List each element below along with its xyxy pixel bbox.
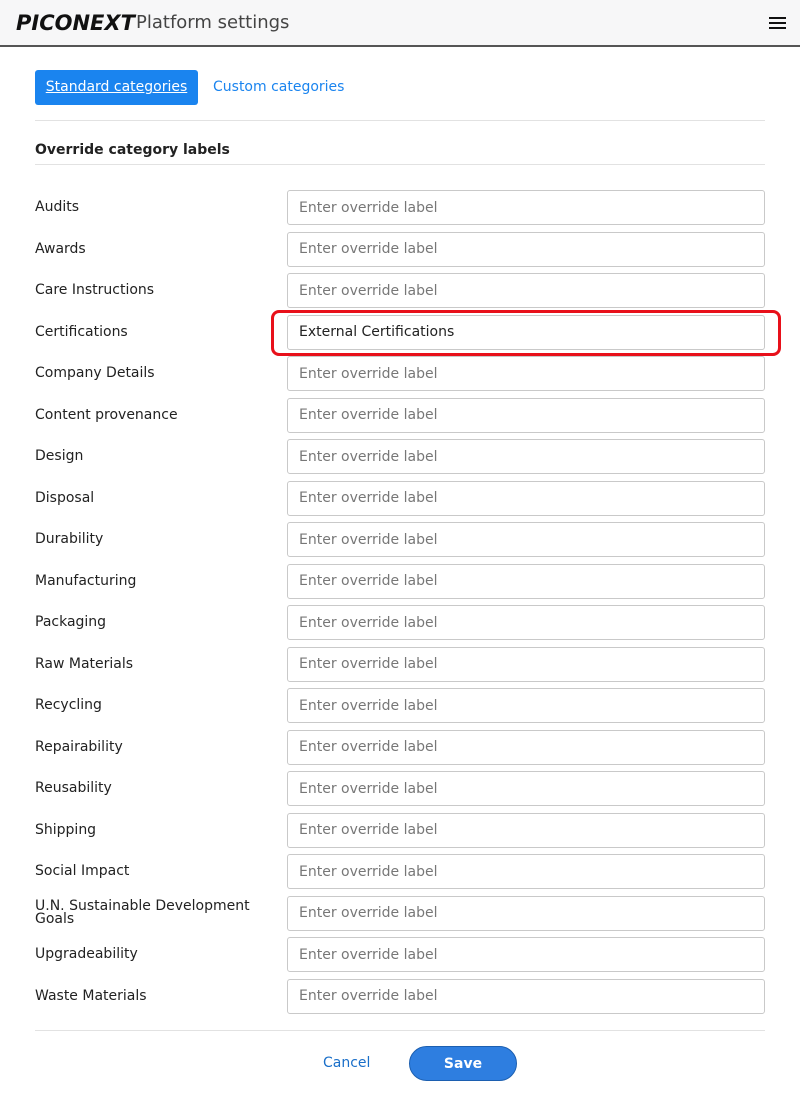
override-label-input[interactable] xyxy=(287,232,765,267)
tab-custom-categories[interactable]: Custom categories xyxy=(213,79,345,95)
override-label-input[interactable] xyxy=(287,979,765,1014)
override-label-input[interactable] xyxy=(287,522,765,557)
override-label-input[interactable] xyxy=(287,564,765,599)
section-title: Override category labels xyxy=(35,142,230,158)
category-row xyxy=(0,481,800,517)
category-row xyxy=(0,190,800,226)
category-label: Durability xyxy=(35,531,104,547)
category-label: Awards xyxy=(35,240,86,257)
override-label-input[interactable] xyxy=(287,439,765,474)
category-row xyxy=(0,439,800,475)
category-label: Company Details xyxy=(35,365,155,381)
menu-bar xyxy=(769,17,786,19)
override-label-input[interactable] xyxy=(287,896,765,931)
override-label-input[interactable] xyxy=(287,813,765,848)
cancel-button[interactable]: Cancel xyxy=(323,1055,371,1071)
category-label: Care Instructions xyxy=(35,282,155,298)
category-label: Certifications xyxy=(35,323,128,340)
category-label: Audits xyxy=(35,199,80,215)
category-label: Design xyxy=(35,448,84,464)
category-row xyxy=(0,979,800,1015)
category-row xyxy=(0,854,800,890)
category-row xyxy=(0,522,800,558)
menu-bar xyxy=(769,22,786,24)
category-row xyxy=(0,937,800,973)
category-label: Content provenance xyxy=(35,406,178,423)
category-label: U.N. Sustainable Development Goals xyxy=(35,898,250,927)
category-label: Social Impact xyxy=(35,863,130,879)
category-row xyxy=(0,896,800,932)
category-row xyxy=(0,315,800,351)
tab-standard-categories[interactable]: Standard categories xyxy=(35,70,198,105)
override-label-input[interactable] xyxy=(287,315,765,350)
category-label: Upgradeability xyxy=(35,946,138,962)
app-header xyxy=(0,0,800,47)
override-label-input[interactable] xyxy=(287,854,765,889)
category-label: Manufacturing xyxy=(35,572,137,589)
footer-divider xyxy=(35,1030,765,1031)
category-label: Packaging xyxy=(35,614,107,630)
override-label-input[interactable] xyxy=(287,356,765,391)
piconext-logo: PICONEXT xyxy=(16,11,135,35)
override-label-input[interactable] xyxy=(287,688,765,723)
category-row xyxy=(0,564,800,600)
menu-bar xyxy=(769,27,786,29)
category-row xyxy=(0,771,800,807)
save-button[interactable]: Save xyxy=(409,1046,517,1081)
category-row xyxy=(0,398,800,434)
category-label: Disposal xyxy=(35,489,95,506)
tabs-divider xyxy=(35,120,765,121)
hamburger-menu-icon[interactable] xyxy=(769,16,786,30)
override-label-input[interactable] xyxy=(287,481,765,516)
category-label: Waste Materials xyxy=(35,987,147,1004)
category-row xyxy=(0,605,800,641)
category-row xyxy=(0,232,800,268)
override-label-input[interactable] xyxy=(287,730,765,765)
page-title: Platform settings xyxy=(136,12,290,33)
category-label: Recycling xyxy=(35,697,102,713)
override-label-input[interactable] xyxy=(287,937,765,972)
section-divider xyxy=(35,164,765,165)
override-label-input[interactable] xyxy=(287,605,765,640)
category-label: Shipping xyxy=(35,821,97,838)
override-label-input[interactable] xyxy=(287,190,765,225)
category-row xyxy=(0,647,800,683)
override-label-input[interactable] xyxy=(287,273,765,308)
category-label: Repairability xyxy=(35,738,123,755)
category-label: Reusability xyxy=(35,780,112,796)
category-row xyxy=(0,688,800,724)
category-label: Raw Materials xyxy=(35,655,134,672)
category-row xyxy=(0,273,800,309)
override-label-input[interactable] xyxy=(287,647,765,682)
override-label-input[interactable] xyxy=(287,398,765,433)
category-row xyxy=(0,356,800,392)
category-row xyxy=(0,730,800,766)
category-row xyxy=(0,813,800,849)
override-label-input[interactable] xyxy=(287,771,765,806)
